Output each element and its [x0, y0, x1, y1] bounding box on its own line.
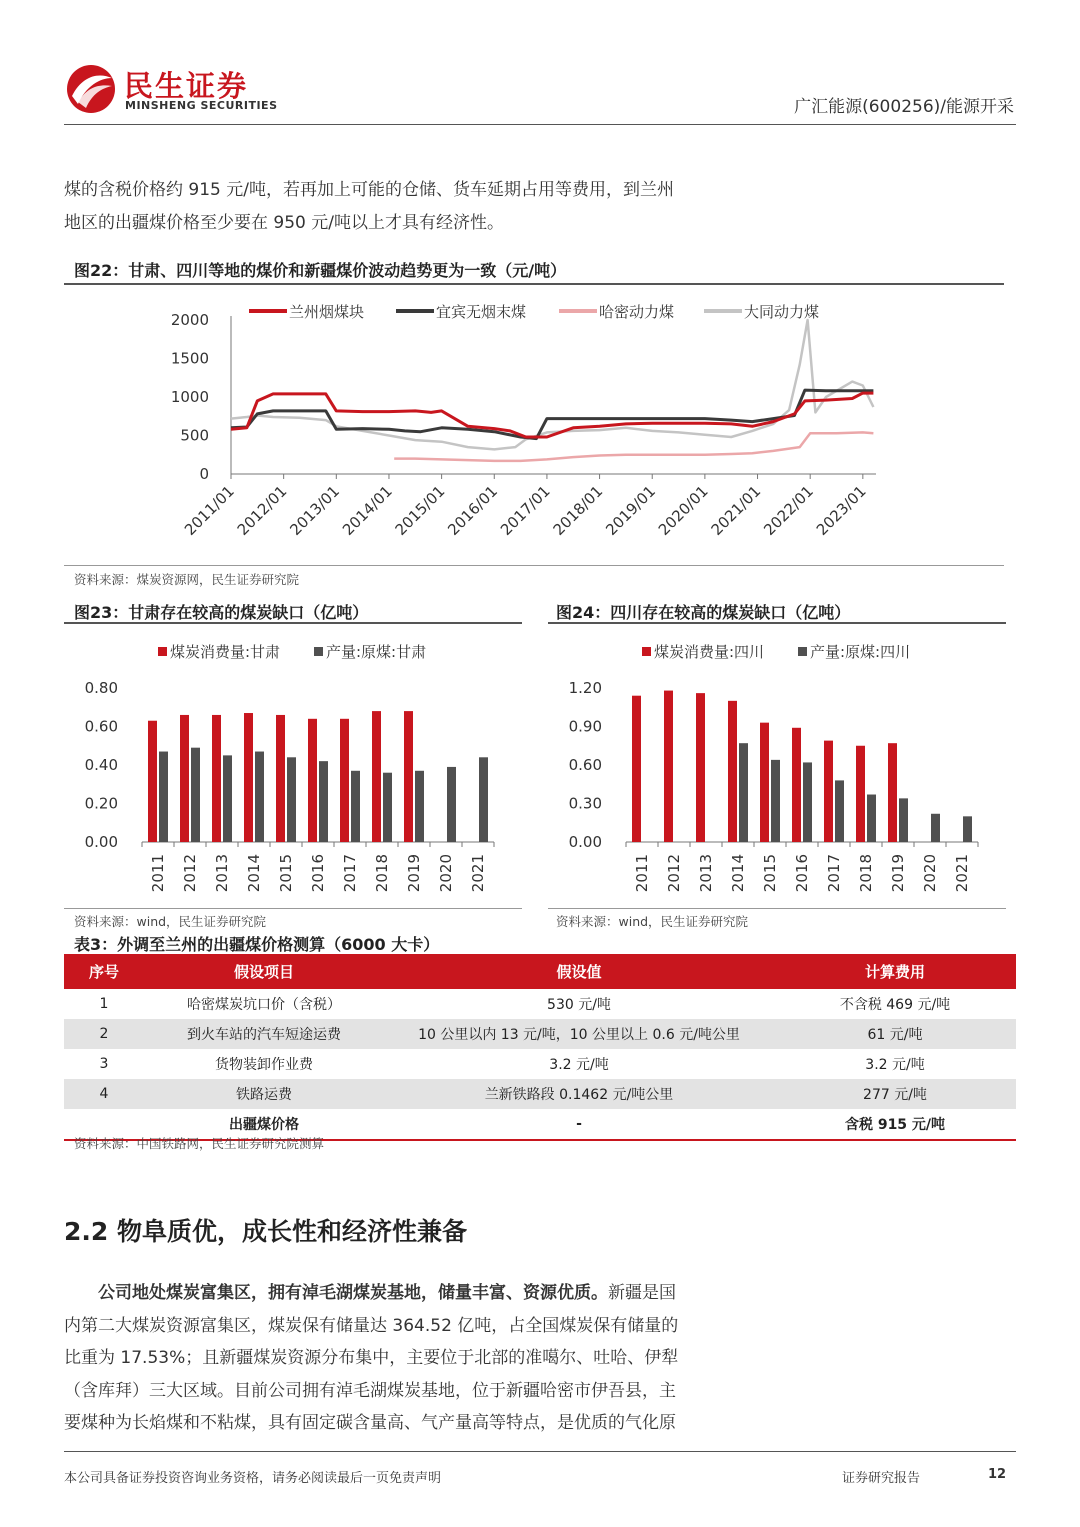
bar	[835, 780, 844, 842]
legend-swatch	[798, 647, 807, 656]
y-tick-label: 0.60	[84, 717, 118, 736]
bar	[771, 760, 780, 842]
y-tick-label: 1.20	[568, 679, 602, 697]
fig24-bottom-rule	[548, 908, 1006, 909]
table3	[64, 954, 1016, 1141]
x-tick-label: 2011	[633, 854, 651, 893]
bar	[351, 771, 360, 842]
x-tick-label: 2015	[277, 854, 295, 893]
section-paragraph	[64, 1277, 744, 1440]
table-header-row	[64, 954, 1016, 989]
x-tick-label: 2019/01	[602, 482, 660, 539]
x-tick-label: 2017/01	[496, 482, 554, 539]
bar	[319, 761, 328, 842]
bar	[867, 795, 876, 842]
table-cell: 1	[99, 996, 109, 1012]
table-cell: 2	[64, 1019, 144, 1049]
fig24-chart	[548, 630, 1008, 908]
section-line-3: 比重为 17.53%；且新疆煤炭资源分布集中，主要位于北部的准噶尔、吐哈、伊犁	[64, 1348, 679, 1368]
bar	[223, 755, 232, 842]
table-header-cell: 假设项目	[144, 954, 384, 989]
x-tick-label: 2013	[213, 854, 231, 893]
table-cell: 3.2 元/吨	[865, 1057, 925, 1073]
table-cell: 61 元/吨	[774, 1019, 1016, 1049]
y-tick-label: 0.20	[84, 794, 118, 813]
bar	[212, 715, 221, 842]
x-tick-label: 2016	[793, 854, 811, 893]
x-tick-label: 2019	[405, 854, 423, 893]
bar	[963, 816, 972, 842]
fig22-source: 资料来源：煤炭资源网，民生证券研究院	[74, 572, 300, 587]
table-cell: 出疆煤价格	[144, 1109, 384, 1140]
fig24-source: 资料来源：wind，民生证券研究院	[556, 914, 749, 929]
table-header-cell: 计算费用	[774, 954, 1016, 989]
table-cell: 10 公里以内 13 元/吨，10 公里以上 0.6 元/吨公里	[384, 1019, 774, 1049]
x-tick-label: 2017	[341, 854, 359, 893]
table-cell: 277 元/吨	[774, 1079, 1016, 1109]
bar	[824, 741, 833, 842]
legend-label: 煤炭消费量:甘肃	[170, 643, 281, 661]
section-line-2: 内第二大煤炭资源富集区，煤炭保有储量达 364.52 亿吨，占全国煤炭保有储量的	[64, 1315, 679, 1336]
footer-report-type: 证券研究报告	[842, 1471, 921, 1486]
y-tick-label: 0.00	[568, 833, 602, 851]
bar	[803, 762, 812, 842]
x-tick-label: 2020	[921, 854, 939, 893]
bar	[308, 719, 317, 842]
table-row	[64, 1079, 1016, 1109]
table-cell: 哈密煤炭坑口价（含税）	[187, 997, 341, 1013]
section-line-5: 要煤种为长焰煤和不粘煤，具有固定碳含量高、气产量高等特点，是优质的气化原	[64, 1413, 676, 1433]
x-tick-label: 2014/01	[338, 482, 396, 539]
bar	[739, 743, 748, 842]
section-line-4: （含库拜）三大区域。目前公司拥有淖毛湖煤炭基地，位于新疆哈密市伊吾县，主	[64, 1380, 676, 1401]
fig22-chart	[64, 290, 1014, 560]
table-cell: 不含税 469 元/吨	[839, 997, 951, 1013]
x-tick-label: 2011/01	[181, 482, 238, 539]
footer-divider	[64, 1451, 1016, 1452]
x-tick-label: 2013/01	[286, 482, 344, 539]
fig24-rule	[548, 622, 1006, 624]
bar	[340, 719, 349, 842]
y-tick-label: 0.40	[84, 756, 118, 774]
bar	[856, 746, 865, 842]
bar	[931, 814, 940, 842]
bar	[760, 723, 769, 842]
legend-swatch	[314, 647, 323, 656]
bar	[383, 773, 392, 842]
fig23-chart	[64, 630, 524, 908]
x-tick-label: 2012	[665, 854, 683, 893]
y-tick-label: 0.80	[84, 679, 118, 697]
series-line	[231, 320, 873, 449]
legend-swatch	[158, 647, 167, 656]
legend-label: 宜宾无烟末煤	[436, 303, 527, 321]
x-tick-label: 2022/01	[760, 482, 818, 539]
table-cell: 530 元/吨	[547, 997, 611, 1013]
x-tick-label: 2014	[245, 854, 263, 893]
bar	[696, 693, 705, 842]
table-header-cell: 序号	[64, 954, 144, 989]
bar	[148, 721, 157, 842]
x-tick-label: 2018	[857, 854, 875, 893]
fig24-title: 图24：四川存在较高的煤炭缺口（亿吨）	[556, 603, 851, 622]
logo-text-cn: 民生证券	[124, 69, 249, 103]
y-tick-label: 0.00	[84, 833, 118, 851]
table-cell: 货物装卸作业费	[215, 1057, 313, 1073]
bar	[447, 767, 456, 842]
legend-label: 产量:原煤:甘肃	[326, 643, 427, 661]
x-tick-label: 2015	[761, 854, 779, 893]
bar	[632, 696, 641, 842]
fig22-bottom-rule	[64, 565, 1004, 566]
fig23-rule	[64, 622, 522, 624]
x-tick-label: 2017	[825, 854, 843, 893]
bar	[255, 752, 264, 842]
x-tick-label: 2020	[437, 854, 455, 893]
bar	[728, 701, 737, 842]
table-cell: -	[384, 1109, 774, 1140]
fig23-title: 图23：甘肃存在较高的煤炭缺口（亿吨）	[74, 603, 369, 622]
table3-source: 资料来源：中国铁路网，民生证券研究院测算	[74, 1136, 325, 1151]
table-cell: 含税 915 元/吨	[774, 1109, 1016, 1140]
table-row	[64, 989, 1016, 1019]
x-tick-label: 2015/01	[391, 482, 449, 539]
bar	[664, 691, 673, 842]
section-line-1	[64, 1277, 744, 1310]
bar	[191, 748, 200, 842]
table-cell: 到火车站的汽车短途运费	[144, 1019, 384, 1049]
report-subject: 广汇能源(600256)/能源开采	[794, 97, 1014, 117]
bar	[372, 711, 381, 842]
y-tick-label: 1000	[170, 388, 209, 406]
bar	[899, 798, 908, 842]
table3-title: 表3：外调至兰州的出疆煤价格测算（6000 大卡）	[74, 935, 440, 954]
bar	[244, 713, 253, 842]
legend-label: 哈密动力煤	[599, 303, 675, 321]
bar	[159, 752, 168, 842]
section-title: 2.2 物阜质优，成长性和经济性兼备	[64, 1217, 467, 1246]
footer-disclaimer: 本公司具备证券投资咨询业务资格，请务必阅读最后一页免责声明	[64, 1471, 442, 1486]
bar	[479, 757, 488, 842]
logo-text-en: MINSHENG SECURITIES	[125, 99, 278, 112]
minsheng-logo-icon	[66, 64, 116, 114]
section-line-1-rest: 新疆是国	[608, 1283, 676, 1303]
x-tick-label: 2016/01	[444, 482, 502, 539]
section-lead-bold: 公司地处煤炭富集区，拥有淖毛湖煤炭基地，储量丰富、资源优质。	[98, 1283, 608, 1303]
table-row	[64, 1019, 1016, 1049]
intro-paragraph	[64, 174, 724, 240]
x-tick-label: 2016	[309, 854, 327, 893]
intro-line-2: 地区的出疆煤价格至少要在 950 元/吨以上才具有经济性。	[64, 213, 504, 233]
bar	[404, 711, 413, 842]
y-tick-label: 500	[180, 426, 209, 445]
y-tick-label: 1500	[170, 349, 209, 368]
header-divider	[64, 124, 1016, 125]
x-tick-label: 2021	[469, 854, 487, 893]
y-tick-label: 0.60	[568, 756, 602, 774]
table-cell: 4	[64, 1079, 144, 1109]
table-row	[64, 1049, 1016, 1079]
y-tick-label: 0	[199, 465, 209, 483]
x-tick-label: 2020/01	[654, 482, 712, 539]
x-tick-label: 2011	[149, 854, 167, 893]
legend-label: 兰州烟煤块	[289, 303, 365, 321]
table-header-cell: 假设值	[384, 954, 774, 989]
y-tick-label: 2000	[170, 311, 209, 329]
table-cell: 兰新铁路段 0.1462 元/吨公里	[384, 1079, 774, 1109]
legend-label: 大同动力煤	[744, 303, 820, 321]
x-tick-label: 2021/01	[707, 482, 765, 539]
table-cell: 铁路运费	[144, 1079, 384, 1109]
page-number: 12	[988, 1467, 1007, 1482]
bar	[287, 757, 296, 842]
fig23-bottom-rule	[64, 908, 522, 909]
y-tick-label: 0.30	[568, 794, 602, 813]
fig22-title: 图22：甘肃、四川等地的煤价和新疆煤价波动趋势更为一致（元/吨）	[74, 261, 567, 280]
x-tick-label: 2012/01	[233, 482, 291, 539]
x-tick-label: 2013	[697, 854, 715, 893]
legend-label: 产量:原煤:四川	[810, 643, 911, 661]
x-tick-label: 2012	[181, 854, 199, 893]
x-tick-label: 2014	[729, 854, 747, 893]
x-tick-label: 2018/01	[549, 482, 607, 539]
bar	[792, 728, 801, 842]
x-tick-label: 2019	[889, 854, 907, 893]
x-tick-label: 2018	[373, 854, 391, 893]
legend-label: 煤炭消费量:四川	[654, 643, 765, 661]
table-cell: 3.2 元/吨	[549, 1057, 609, 1073]
fig23-source: 资料来源：wind，民生证券研究院	[74, 914, 267, 929]
intro-line-1: 煤的含税价格约 915 元/吨，若再加上可能的仓储、货车延期占用等费用，到兰州	[64, 180, 674, 200]
bar	[415, 771, 424, 842]
y-tick-label: 0.90	[568, 717, 602, 736]
bar	[276, 715, 285, 842]
x-tick-label: 2021	[953, 854, 971, 893]
table-cell: 3	[99, 1056, 109, 1072]
bar	[180, 715, 189, 842]
bar	[888, 743, 897, 842]
legend-swatch	[642, 647, 651, 656]
x-tick-label: 2023/01	[812, 482, 870, 539]
fig22-rule	[64, 283, 1004, 285]
